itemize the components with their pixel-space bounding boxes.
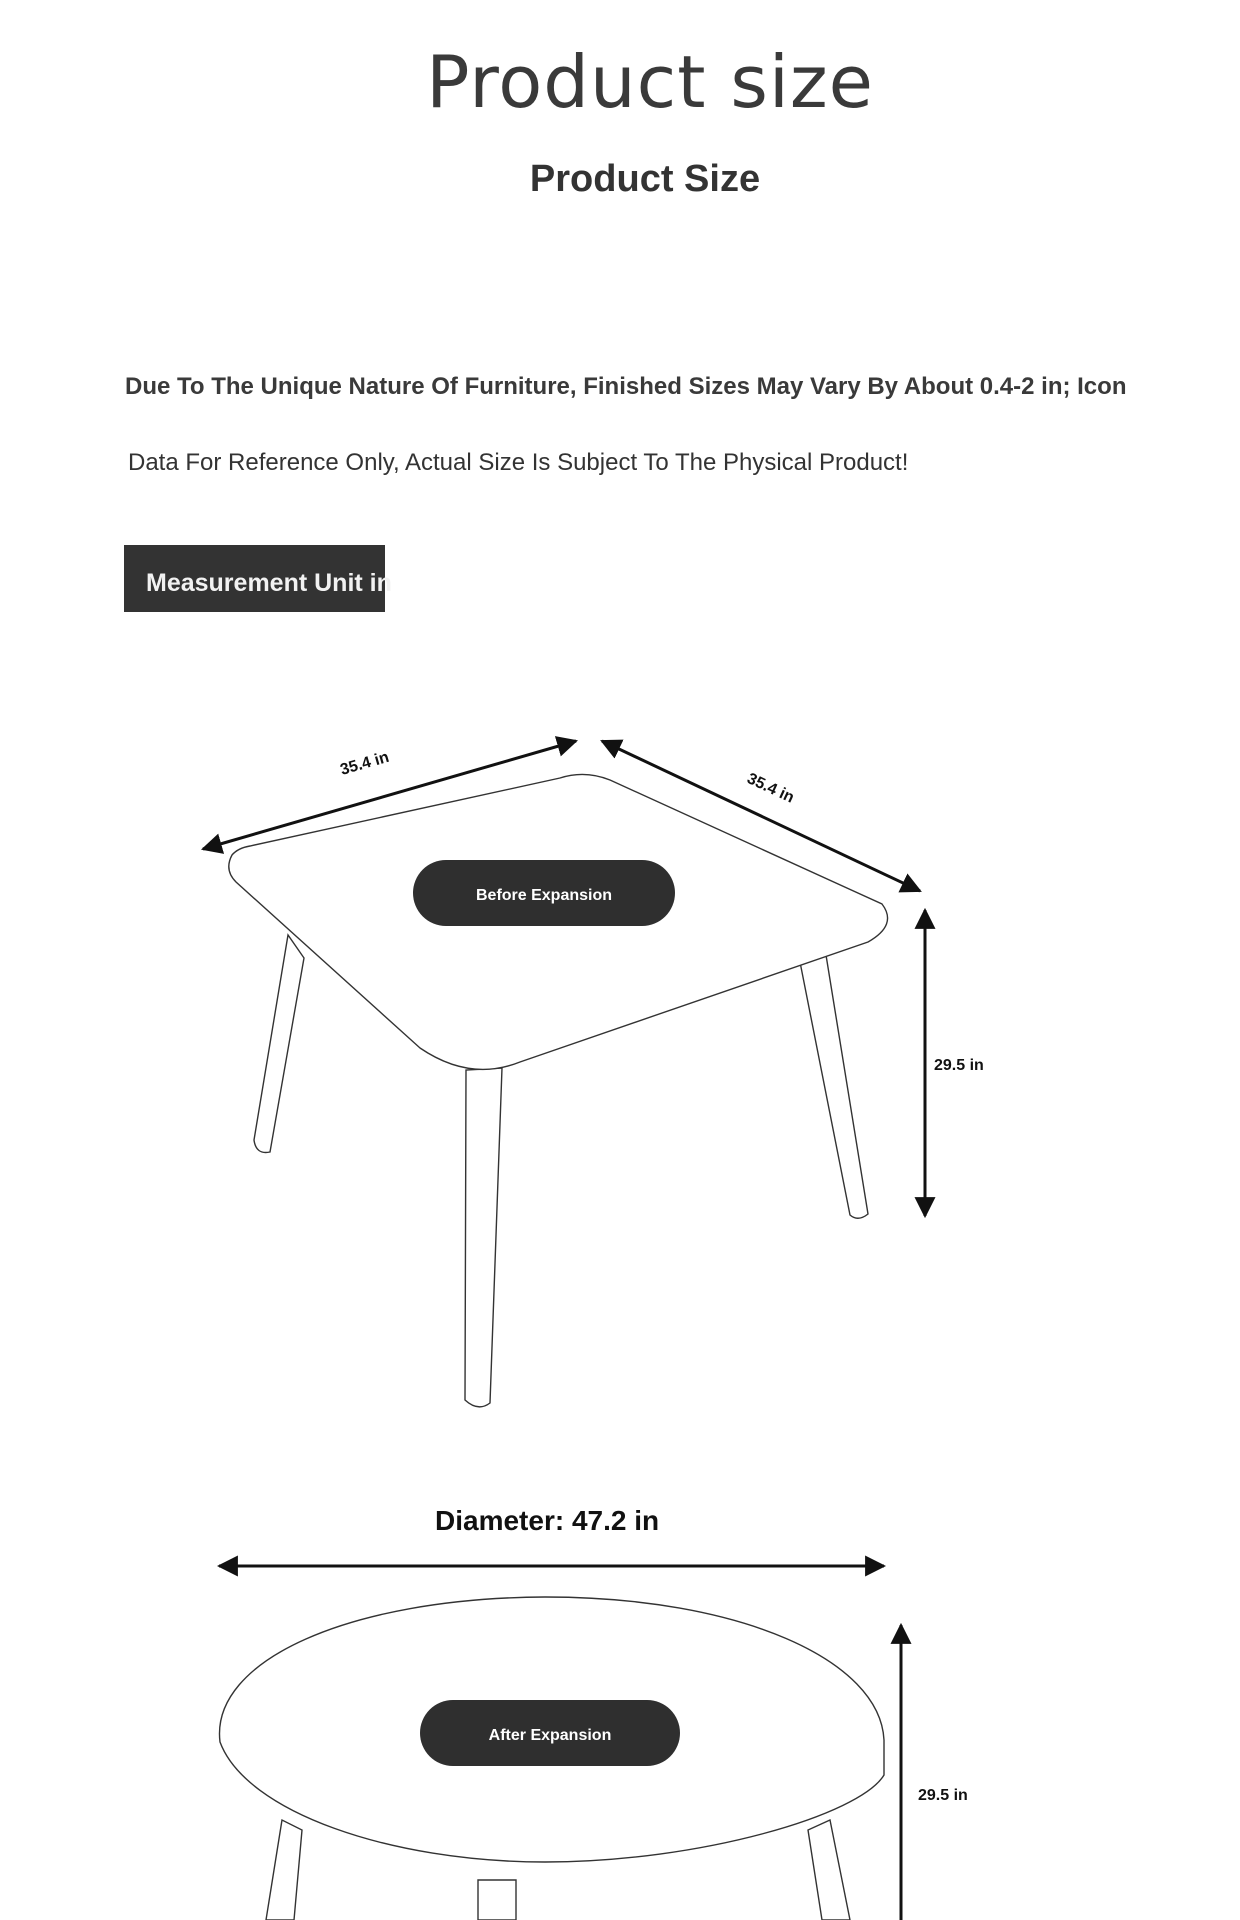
table-leg-right bbox=[800, 955, 868, 1218]
table-leg-front bbox=[465, 1068, 502, 1407]
round-table-leg-right bbox=[808, 1820, 850, 1920]
before-expansion-badge: Before Expansion bbox=[413, 860, 675, 926]
height-label-before: 29.5 in bbox=[934, 1057, 984, 1074]
page-subtitle: Product Size bbox=[529, 158, 761, 200]
size-variance-note: Due To The Unique Nature Of Furniture, Finished Sizes May Vary By About 0.4-2 in; Icon bbox=[125, 373, 1127, 400]
length-label-left: 35.4 in bbox=[338, 748, 391, 779]
length-label-right: 35.4 in bbox=[744, 770, 797, 807]
round-table-leg-left bbox=[266, 1820, 302, 1920]
round-table-leg-front bbox=[478, 1880, 516, 1920]
reference-note: Data For Reference Only, Actual Size Is Subject To The Physical Product! bbox=[128, 449, 909, 476]
page-title: Product size bbox=[426, 40, 874, 124]
measurement-unit-badge: Measurement Unit in bbox=[124, 545, 385, 612]
table-leg-left bbox=[254, 935, 304, 1153]
after-expansion-badge: After Expansion bbox=[420, 1700, 680, 1766]
diameter-label: Diameter: 47.2 in bbox=[435, 1505, 660, 1536]
height-label-after: 29.5 in bbox=[918, 1787, 968, 1804]
